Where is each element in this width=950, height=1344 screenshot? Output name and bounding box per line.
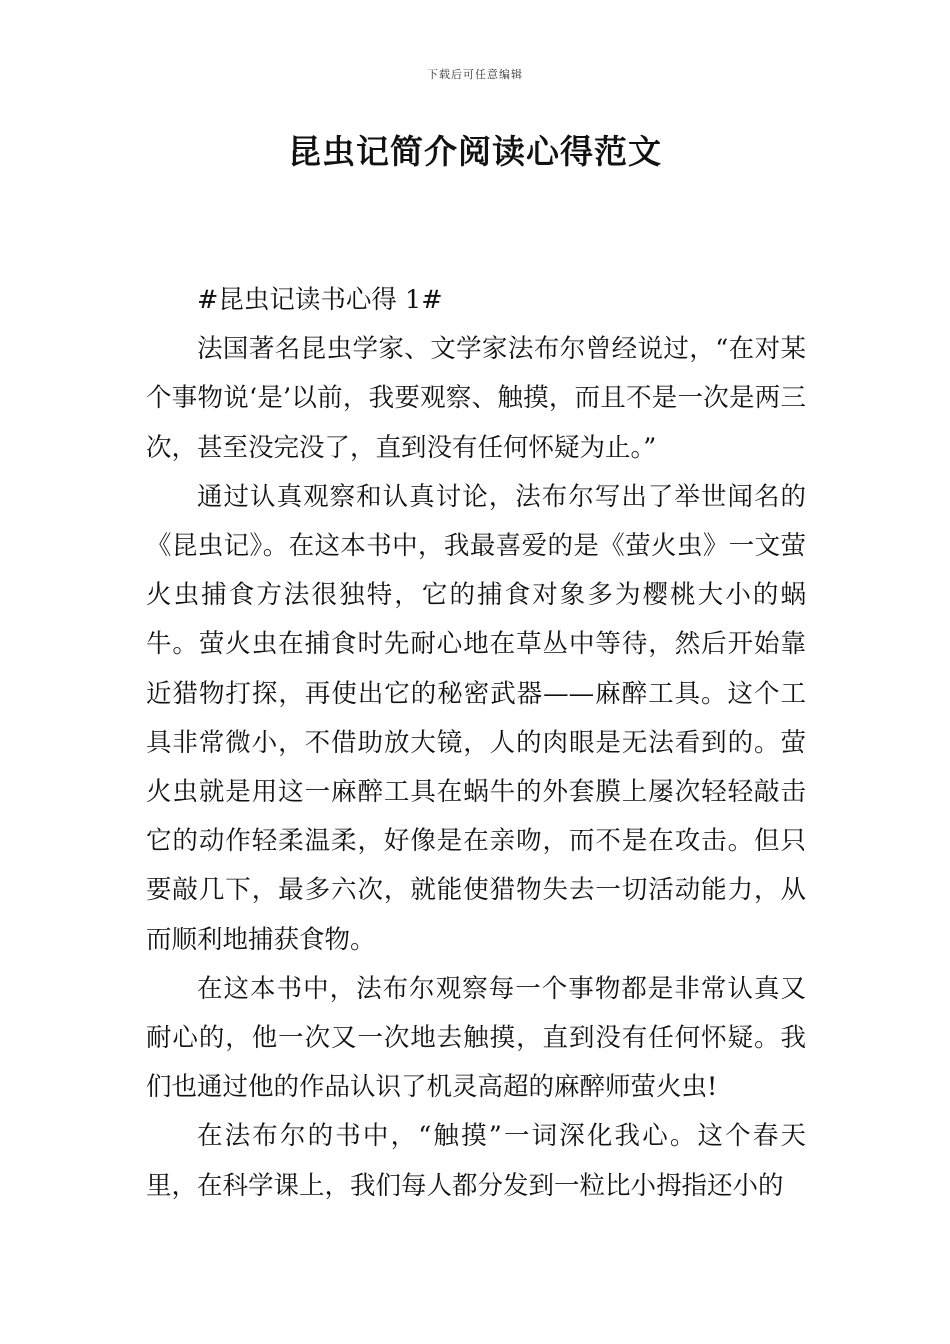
paragraph: 法国著名昆虫学家、文学家法布尔曾经说过，“在对某个事物说‘是’以前，我要观察、触摸，而且不是一次是两三次，甚至没完没了，直到没有任何怀疑为止。” — [146, 334, 806, 463]
document-body — [146, 276, 806, 1211]
section-heading: #昆虫记读书心得 1# — [197, 285, 443, 315]
paragraph: 在法布尔的书中，“触摸”一词深化我心。这个春天里，在科学课上，我们每人都分发到一粒比小拇指还小的 — [146, 1121, 806, 1201]
header-note: 下载后可任意编辑 — [427, 68, 523, 81]
paragraph: 在这本书中，法布尔观察每一个事物都是非常认真又耐心的，他一次又一次地去触摸，直到没有任何怀疑。我们也通过他的作品认识了机灵高超的麻醉师萤火虫! — [146, 973, 806, 1103]
paragraph: 通过认真观察和认真讨论，法布尔写出了举世闻名的《昆虫记》。在这本书中，我最喜爱的是《萤火虫》一文萤火虫捕食方法很独特，它的捕食对象多为樱桃大小的蜗牛。萤火虫在捕食时先耐心地在草丛中等待，然后开始靠近猎物打探，再使出它的秘密武器——麻醉工具。这个工具非常微小，不借助放大镜，人的肉眼是无法看到的。萤火虫就是用这一麻醉工具在蜗牛的外套膜上屡次轻轻敲击它的动作轻柔温柔，好像是在亲吻，而不是在攻击。但只要敲几下，最多六次，就能使猎物失去一切活动能力，从而顺利地捕获食物。 — [146, 481, 806, 955]
document-title: 昆虫记简介阅读心得范文 — [288, 132, 662, 171]
